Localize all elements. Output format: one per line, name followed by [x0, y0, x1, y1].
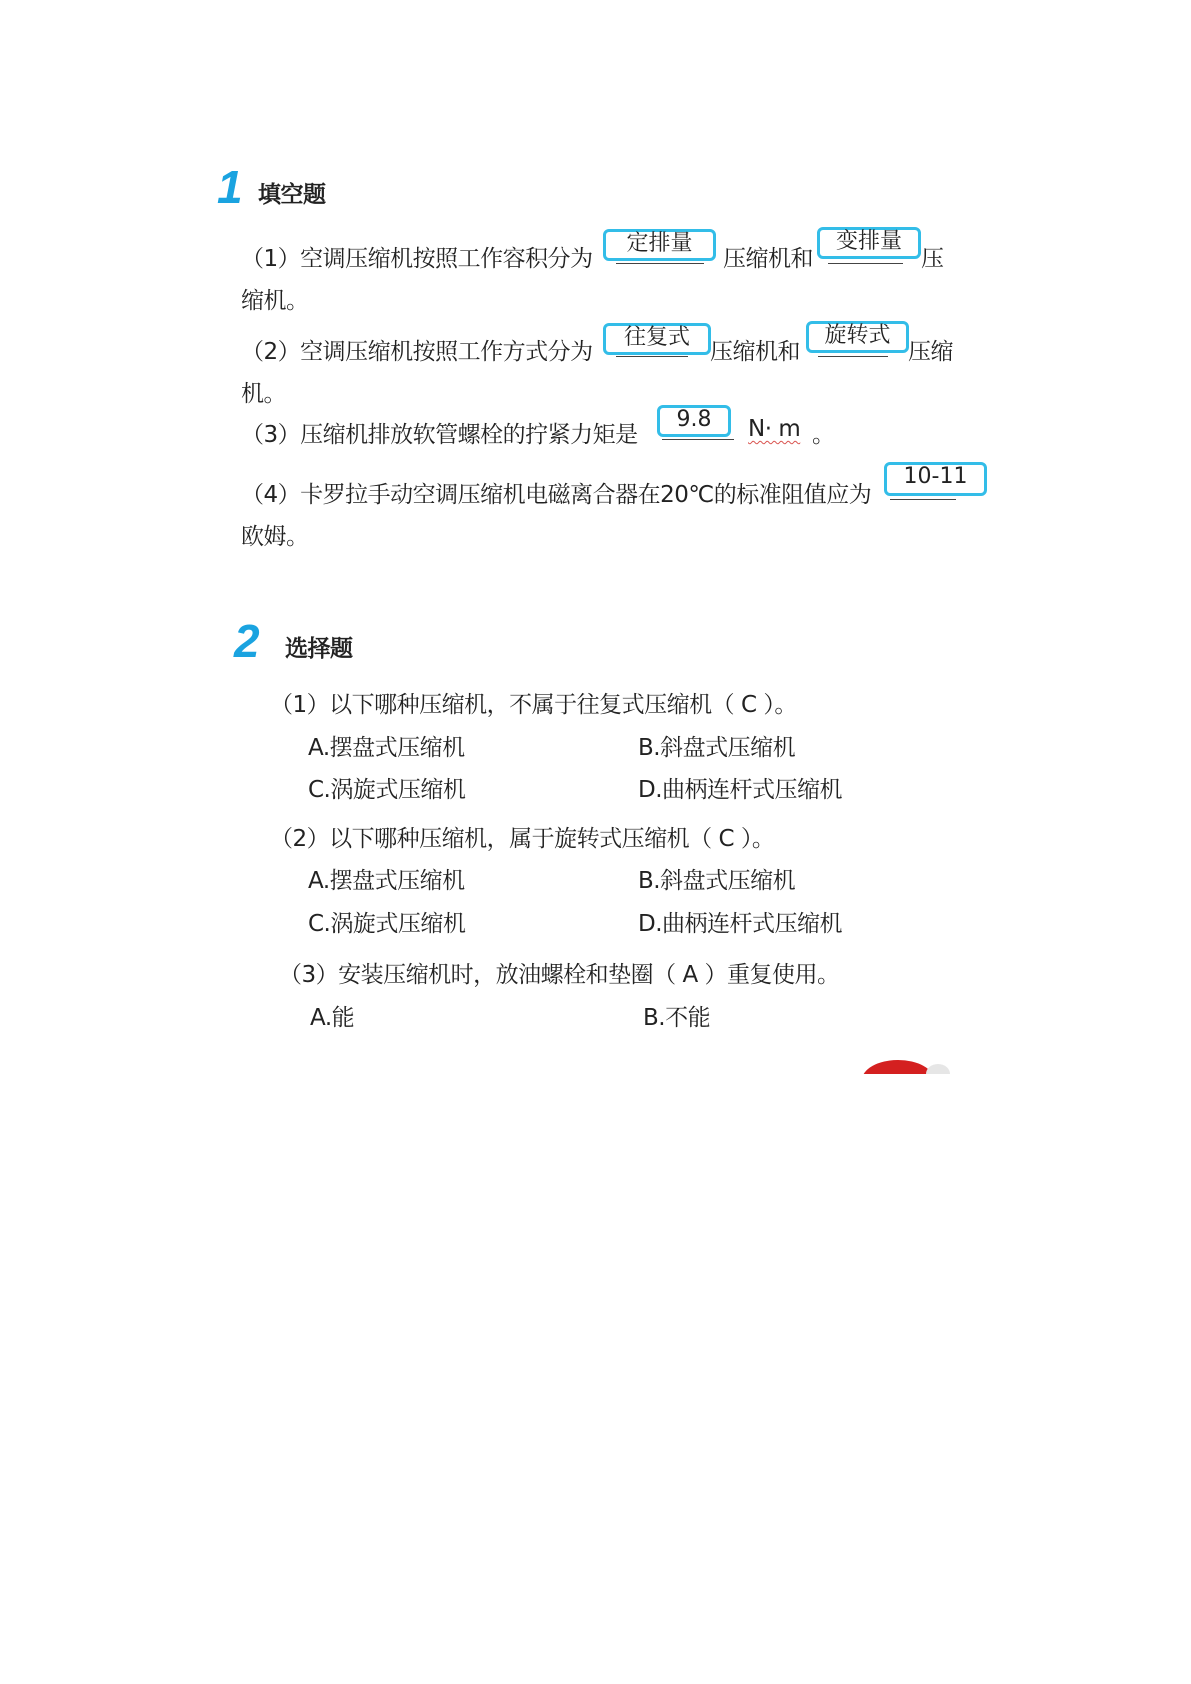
section-1-title: 填空题: [258, 182, 326, 208]
fill-q1-middle: 压缩机和: [723, 246, 813, 272]
choice-q3-text: （3）安装压缩机时，放油螺栓和垫圈（ A ）重复使用。: [279, 962, 840, 988]
fill-q1-blank-2: [828, 263, 903, 264]
fill-q1-blank-1: [616, 263, 704, 264]
choice-q2-option-c: C.涡旋式压缩机: [308, 911, 466, 937]
choice-q2-option-b: B.斜盘式压缩机: [638, 868, 796, 894]
fill-q3-blank: [662, 439, 734, 440]
fill-q2-continuation: 机。: [241, 381, 286, 407]
choice-q1-option-b: B.斜盘式压缩机: [638, 735, 796, 761]
choice-q2-text: （2）以下哪种压缩机，属于旋转式压缩机（ C ）。: [270, 826, 775, 852]
fill-q2-answer-1: 往复式: [603, 323, 711, 355]
fill-q3-unit: N· m: [748, 416, 801, 442]
fill-q2-middle: 压缩机和: [710, 339, 800, 365]
choice-q2-option-a: A.摆盘式压缩机: [308, 868, 465, 894]
choice-q3-option-b: B.不能: [643, 1005, 711, 1031]
fill-q1-continuation: 缩机。: [241, 288, 309, 314]
santa-hat-icon: [860, 1058, 952, 1074]
section-2-title: 选择题: [285, 636, 353, 662]
fill-q3-end: 。: [812, 422, 835, 448]
fill-q3-answer: 9.8: [657, 405, 731, 437]
choice-q1-option-a: A.摆盘式压缩机: [308, 735, 465, 761]
fill-q4-continuation: 欧姆。: [241, 524, 309, 550]
fill-q3-prefix: （3）压缩机排放软管螺栓的拧紧力矩是: [241, 422, 638, 448]
choice-q1-text: （1）以下哪种压缩机，不属于往复式压缩机（ C ）。: [270, 692, 797, 718]
choice-q3-option-a: A.能: [310, 1005, 355, 1031]
choice-q2-option-d: D.曲柄连杆式压缩机: [638, 911, 843, 937]
fill-q1-answer-2: 变排量: [817, 227, 921, 259]
fill-q2-answer-2: 旋转式: [806, 321, 909, 353]
fill-q1-prefix: （1）空调压缩机按照工作容积分为: [241, 246, 593, 272]
section-2-number: 2: [234, 615, 260, 667]
fill-q2-blank-2: [818, 356, 888, 357]
section-1-number: 1: [217, 161, 243, 213]
choice-q1-option-d: D.曲柄连杆式压缩机: [638, 777, 843, 803]
fill-q2-prefix: （2）空调压缩机按照工作方式分为: [241, 339, 593, 365]
fill-q4-blank: [890, 499, 956, 500]
choice-q1-option-c: C.涡旋式压缩机: [308, 777, 466, 803]
fill-q2-suffix: 压缩: [908, 339, 953, 365]
fill-q2-blank-1: [616, 356, 688, 357]
fill-q4-prefix: （4）卡罗拉手动空调压缩机电磁离合器在20℃的标准阻值应为: [241, 482, 872, 508]
fill-q1-suffix: 压: [921, 246, 944, 272]
fill-q1-answer-1: 定排量: [603, 229, 716, 261]
fill-q4-answer: 10-11: [884, 462, 987, 496]
